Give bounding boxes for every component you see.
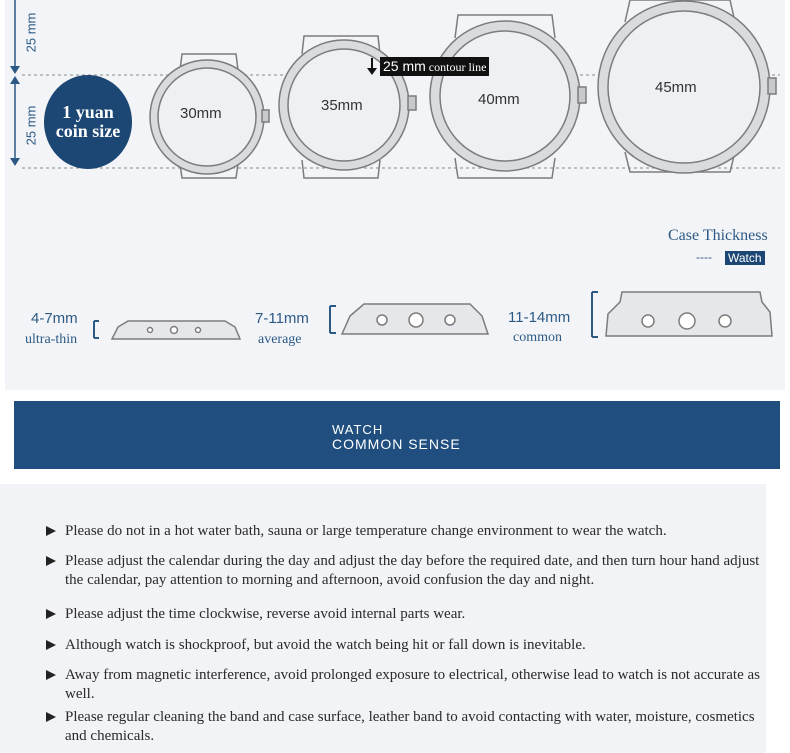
profile-common: [592, 292, 772, 337]
thickness-label-average: average: [258, 332, 302, 347]
contour-text: contour line: [428, 60, 487, 74]
measure-arrow-bottom: [10, 158, 20, 166]
tip-text: Please do not in a hot water bath, sauna or large temperature change environment to wear the watch.: [65, 523, 667, 539]
common-sense-banner: [14, 401, 780, 469]
bullet-arrow-icon: [46, 526, 56, 536]
bullet-arrow-icon: [46, 556, 56, 566]
dial-label-30mm: 30mm: [180, 105, 222, 122]
tip-text: Please adjust the calendar during the day and adjust the day before the required date, and then turn hour hand adjust the calendar, pay attention to morning and afternoon, avoid confusion the day and night.: [65, 553, 760, 588]
thickness-label-ultra-thin: ultra-thin: [25, 332, 78, 347]
coin-size-badge: [44, 75, 132, 169]
case-thickness-title: Case Thickness: [668, 227, 768, 244]
measure-arrow-top: [10, 66, 20, 74]
thickness-range-common: 11-14mm: [508, 309, 571, 326]
dial-label-40mm: 40mm: [478, 91, 520, 108]
coin-line-2: coin size: [55, 121, 121, 141]
contour-value: 25 mm: [383, 58, 426, 74]
legend-watch-label: Watch: [725, 251, 765, 265]
bullet-arrow-icon: [46, 712, 56, 722]
bullet-arrow-icon: [46, 670, 56, 680]
contour-line-label: [380, 57, 489, 76]
tips-panel: [0, 484, 766, 753]
bullet-arrow-icon: [46, 640, 56, 650]
banner-line-1: WATCH: [332, 422, 384, 437]
thickness-range-ultra-thin: 4-7mm: [31, 310, 78, 327]
measure-label-bottom: 25 mm: [23, 105, 39, 146]
thickness-label-common: common: [513, 330, 562, 345]
legend-dashes: ----: [696, 250, 712, 264]
dial-label-35mm: 35mm: [321, 97, 363, 114]
tip-text: Please regular cleaning the band and case surface, leather band to avoid contacting with water, moisture, cosmetics and chemicals.: [65, 709, 755, 744]
banner-line-2: COMMON SENSE: [332, 436, 461, 452]
profile-ultra-thin: [94, 321, 240, 339]
tip-text: Please adjust the time clockwise, reverse avoid internal parts wear.: [65, 606, 466, 622]
tip-text: Away from magnetic interference, avoid prolonged exposure to electrical, otherwise lead to watch is not accurate as well.: [65, 667, 761, 702]
thickness-range-average: 7-11mm: [255, 310, 309, 327]
bullet-arrow-icon: [46, 609, 56, 619]
measure-label-top: 25 mm: [23, 12, 39, 53]
profile-average: [330, 304, 488, 334]
dial-label-45mm: 45mm: [655, 79, 697, 96]
coin-line-1: 1 yuan: [62, 102, 114, 122]
tip-text: Although watch is shockproof, but avoid the watch being hit or fall down is inevitable.: [65, 637, 586, 653]
